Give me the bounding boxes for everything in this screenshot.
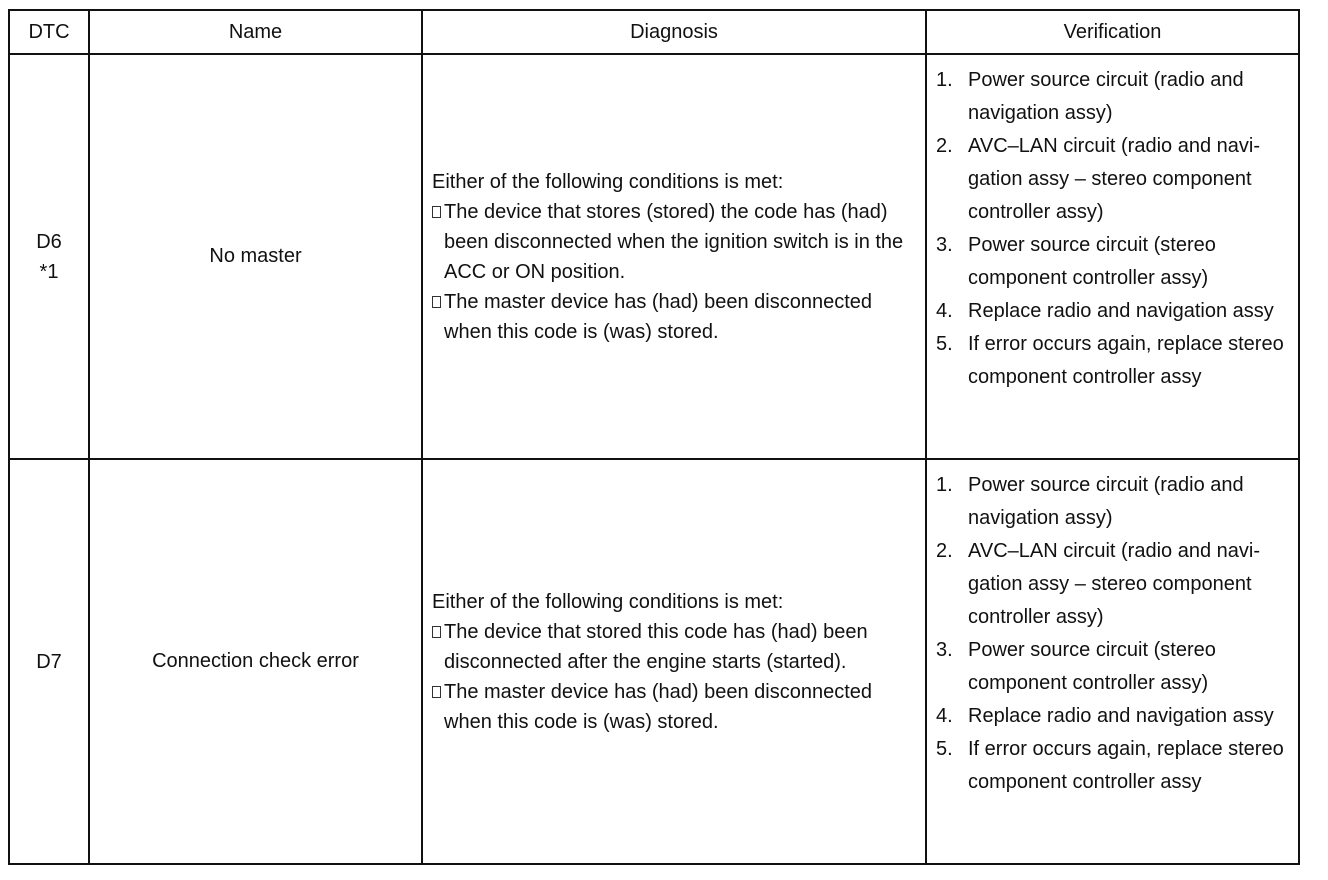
diagnosis-condition: The master device has (had) been disconnected when this code is (was) stored. [432, 287, 919, 347]
diagnosis-condition: The device that stores (stored) the code has (had) been disconnected when the ignition switch is in the ACC or ON position. [432, 197, 919, 287]
verification-step: 1. Power source circuit (radio and navigation assy) [936, 474, 1244, 529]
diagnosis-cell [422, 54, 926, 459]
dtc-code: D6 [36, 230, 62, 253]
dtc-cell [9, 54, 89, 459]
diagnosis-cell [422, 459, 926, 864]
table-row-d7 [9, 459, 1299, 864]
verification-step: 3. Power source circuit (stereo component controller assy) [936, 234, 1216, 289]
diagnosis-intro: Either of the following conditions is met: [432, 590, 784, 613]
verification-cell [926, 459, 1299, 864]
verification-cell [926, 54, 1299, 459]
verification-step: 2. AVC–LAN circuit (radio and navi-gation assy – stereo component controller assy) [936, 135, 1260, 223]
dtc-code: D7 [36, 650, 62, 673]
checkbox-bullet-icon [432, 206, 441, 218]
verification-step: 5. If error occurs again, replace stereo component controller assy [936, 738, 1284, 793]
verification-list [936, 64, 1294, 394]
header-dtc: DTC [9, 10, 89, 54]
diagnosis-intro: Either of the following conditions is met: [432, 170, 784, 193]
dtc-table [8, 9, 1300, 865]
checkbox-bullet-icon [432, 296, 441, 308]
table-row-d6 [9, 54, 1299, 459]
diagnosis-condition: The master device has (had) been disconnected when this code is (was) stored. [432, 677, 919, 737]
header-row [9, 10, 1299, 54]
name-cell: Connection check error [89, 459, 422, 864]
verification-step: 5. If error occurs again, replace stereo component controller assy [936, 333, 1284, 388]
dtc-cell [9, 459, 89, 864]
verification-step: 4. Replace radio and navigation assy [936, 705, 1274, 727]
dtc-footnote: *1 [39, 260, 59, 283]
verification-step: 4. Replace radio and navigation assy [936, 300, 1274, 322]
verification-step: 3. Power source circuit (stereo component controller assy) [936, 639, 1216, 694]
verification-step: 2. AVC–LAN circuit (radio and navi-gation assy – stereo component controller assy) [936, 540, 1260, 628]
verification-list [936, 469, 1294, 799]
diagnosis-condition: The device that stored this code has (had) been disconnected after the engine starts (started). [432, 617, 919, 677]
header-verification: Verification [926, 10, 1299, 54]
checkbox-bullet-icon [432, 686, 441, 698]
header-name: Name [89, 10, 422, 54]
verification-step: 1. Power source circuit (radio and navigation assy) [936, 69, 1244, 124]
header-diagnosis: Diagnosis [422, 10, 926, 54]
name-cell: No master [89, 54, 422, 459]
checkbox-bullet-icon [432, 626, 441, 638]
